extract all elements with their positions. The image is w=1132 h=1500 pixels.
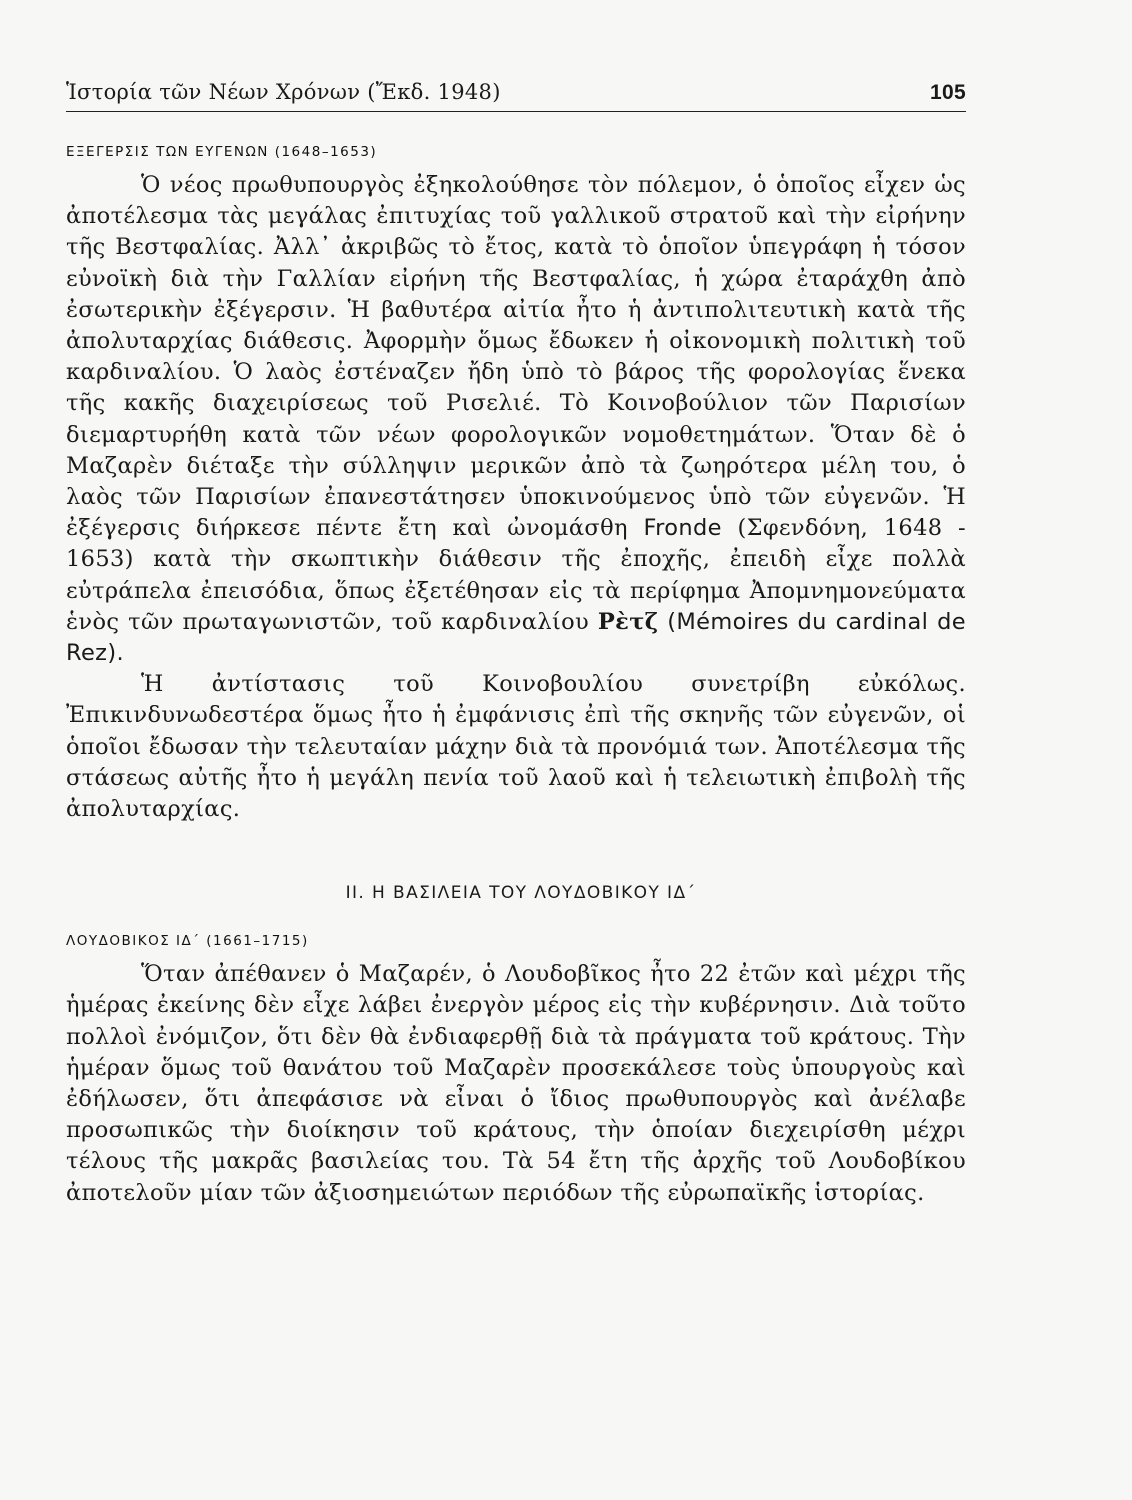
paragraph-louis-reign: Ὅταν ἀπέθανεν ὁ Μαζαρέν, ὁ Λουδοβῖκος ἦτο 22 ἐτῶν καὶ μέχρι τῆς ἡμέρας ἐκείνης δὲν εἶχε λάβει ἐνεργὸν μέρος εἰς τὴν κυβέρνησιν. Διὰ τοῦτο πολλοὶ ἐνόμιζον, ὅτι δὲν θὰ ἐνδιαφερθῇ διὰ τὰ πράγματα τοῦ κράτους. Τὴν ἡμέραν ὅμως τοῦ θανάτου τοῦ Μαζαρὲν προσεκάλεσε τοὺς ὑπουργοὺς καὶ ἐδήλωσεν, ὅτι ἀπεφάσισε νὰ εἶναι ὁ ἴδιος πρωθυπουργὸς καὶ ἀνέλαβε προσωπικῶς τὴν διοίκησιν τοῦ κράτους, τὴν ὁποίαν διεχειρίσθη μέχρι τέλους τῆς μακρᾶς βασιλείας του. Τὰ 54 ἔτη τῆς ἀρχῆς τοῦ Λουδοβίκου ἀποτελοῦν μίαν τῶν ἀξιοσημειώτων περιόδων τῆς εὐρωπαϊκῆς ἱστορίας. [66,961,966,1206]
paragraph-parliament-resistance: Ἡ ἀντίστασις τοῦ Κοινοβουλίου συνετρίβη εὐκόλως. Ἐπικινδυνωδεστέρα ὅμως ἦτο ἡ ἐμφάνισις ἐπὶ τῆς σκηνῆς τῶν εὐγενῶν, οἱ ὁποῖοι ἔδωσαν τὴν τελευταίαν μάχην διὰ τὰ προνόμιά των. Ἀποτέλεσμα τῆς στάσεως αὐτῆς ἦτο ἡ μεγάλη πενία τοῦ λαοῦ καὶ ἡ τελειωτικὴ ἐπιβολὴ τῆς ἀπολυταρχίας. [66,671,966,823]
section-heading-louis-xiv: ΛΟΥΔΟΒΙΚΟΣ ΙΔ΄ (1661–1715) [66,933,309,950]
chapter-title: ΙΙ. Η ΒΑΣΙΛΕΙΑ ΤΟΥ ΛΟΥΔΟΒΙΚΟΥ ΙΔ΄ [345,883,697,904]
paragraph-fronde-text-b: (Σφενδόνη, 1648 - 1653) κατὰ τὴν σκωπτικὴν διάθεσιν τῆς ἐποχῆς, ἐπειδὴ εἶχε πολλὰ εὐτράπελα ἐπεισόδια, ὅπως ἐξετέθησαν εἰς τὰ περίφημα Ἀπομνημονεύματα ἑνὸς τῶν πρωταγωνιστῶν, τοῦ καρδιναλίου [66,515,966,635]
book-page [66,80,966,1209]
paragraph-fronde [66,170,966,669]
page-number: 105 [930,81,966,104]
paragraph-fronde-text-a: Ὁ νέος πρωθυπουργὸς ἐξηκολούθησε τὸν πόλεμον, ὁ ὁποῖος εἶχεν ὡς ἀποτέλεσμα τὰς μεγάλας ἐπιτυχίας τοῦ γαλλικοῦ στρατοῦ καὶ τὴν εἰρήνην τῆς Βεστφαλίας. Ἀλλ᾿ ἀκριβῶς τὸ ἔτος, κατὰ τὸ ὁποῖον ὑπεγράφη ἡ τόσον εὐνοϊκὴ διὰ τὴν Γαλλίαν εἰρήνη τῆς Βεστφαλίας, ἡ χώρα ἐταράχθη ἀπὸ ἐσωτερικὴν ἐξέγερσιν. Ἡ βαθυτέρα αἰτία ἦτο ἡ ἀντιπολιτευτικὴ κατὰ τῆς ἀπολυταρχίας διάθεσις. Ἀφορμὴν ὅμως ἔδωκεν ἡ οἰκονομικὴ πολιτικὴ τοῦ καρδιναλίου. Ὁ λαὸς ἐστέναζεν ἤδη ὑπὸ τὸ βάρος τῆς φορολογίας ἕνεκα τῆς κακῆς διαχειρίσεως τοῦ Ρισελιέ. Τὸ Κοινοβούλιον τῶν Παρισίων διεμαρτυρήθη κατὰ τῶν νέων φορολογικῶν νομοθετημάτων. Ὅταν δὲ ὁ Μαζαρὲν διέταξε τὴν σύλληψιν μερικῶν ἀπὸ τὰ ζωηρότερα μέλη του, ὁ λαὸς τῶν Παρισίων ἐπανεστάτησεν ὑποκινούμενος ὑπὸ τῶν εὐγενῶν. Ἡ ἐξέγερσις διήρκεσε πέντε ἔτη καὶ ὠνομάσθη [66,172,966,542]
fronde-term: Fronde [643,515,722,542]
running-header [66,80,966,112]
memoires-title: (Mémoires du cardinal de Rez). [66,608,966,667]
section-heading-nobles-revolt: ΕΞΕΓΕΡΣΙΣ ΤΩΝ ΕΥΓΕΝΩΝ (1648–1653) [66,144,378,160]
retz-name: Ρὲτζ [597,608,659,635]
running-title: Ἱστορία τῶν Νέων Χρόνων (Ἔκδ. 1948) [66,80,501,104]
